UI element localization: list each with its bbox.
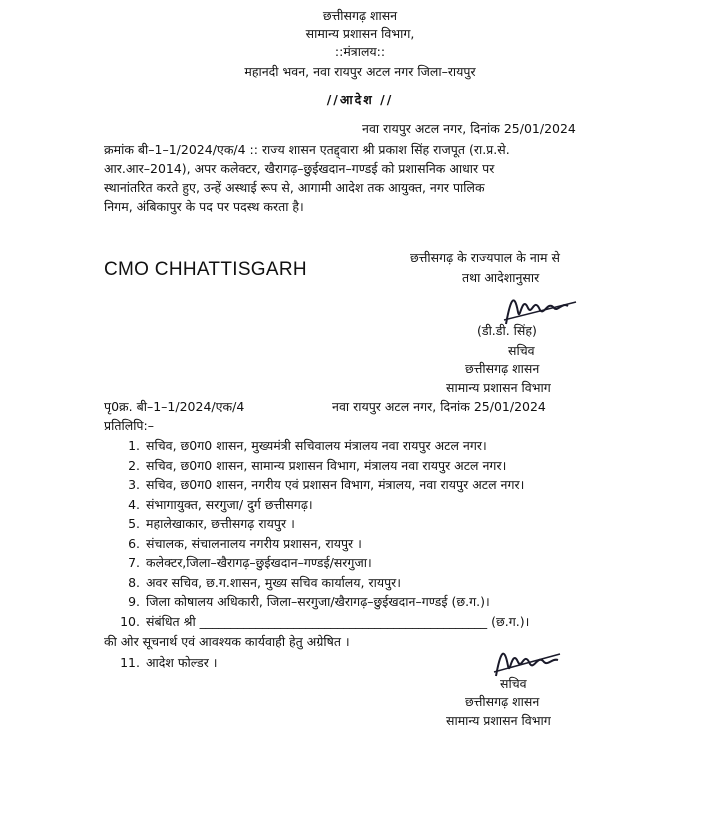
list-item: 10. संबंधित श्री ______________________________________________ (छ.ग.)। (120, 613, 530, 629)
order-paragraph-line: निगम, अंबिकापुर के पद पर पदस्थ करता है। (104, 199, 304, 214)
signature1-dept2: सामान्य प्रशासन विभाग (446, 380, 551, 395)
copy-label: प्रतिलिपि:– (104, 418, 154, 433)
signature2-designation: सचिव (500, 676, 527, 691)
endorsement-number: पृ0क्र. बी–1–1/2024/एक/4 (104, 399, 245, 414)
list-item: 6. संचालक, संचालनालय नगरीय प्रशासन, रायपुर । (128, 535, 362, 551)
order-place-date: नवा रायपुर अटल नगर, दिनांक 25/01/2024 (362, 121, 576, 136)
list-item: 9. जिला कोषालय अधिकारी, जिला–सरगुजा/खैरागढ़–छुईखदान–गण्डई (छ.ग.)। (128, 594, 490, 609)
signature1-name: (डी.डी. सिंह) (477, 323, 537, 338)
signature1-line2: तथा आदेशानुसार (462, 270, 540, 285)
signature2-dept1: छत्तीसगढ़ शासन (465, 694, 540, 709)
header-address: महानदी भवन, नवा रायपुर अटल नगर जिला–रायपुर (244, 64, 476, 79)
order-paragraph (104, 140, 644, 216)
order-title: //आदेश // (326, 92, 394, 107)
endorsement-place-date: नवा रायपुर अटल नगर, दिनांक 25/01/2024 (332, 399, 546, 414)
list-item: 8. अवर सचिव, छ.ग.शासन, मुख्य सचिव कार्यालय, रायपुर। (128, 574, 402, 590)
list-item: 7. कलेक्टर,जिला–खैरागढ़–छुईखदान–गण्डई/सरगुजा। (128, 555, 372, 570)
list-item: 2. सचिव, छ0ग0 शासन, सामान्य प्रशासन विभाग, मंत्रालय नवा रायपुर अटल नगर। (128, 457, 507, 473)
list-item: 1. सचिव, छ0ग0 शासन, मुख्यमंत्री सचिवालय मंत्रालय नवा रायपुर अटल नगर। (128, 438, 487, 453)
copy-list (104, 436, 529, 631)
signature1-designation: सचिव (508, 343, 535, 358)
header-ministry: ::मंत्रालय:: (334, 44, 386, 59)
signature1-line1: छत्तीसगढ़ के राज्यपाल के नाम से (410, 250, 560, 265)
list-item: 4. संभागायुक्त, सरगुजा/ दुर्ग छत्तीसगढ़। (128, 496, 313, 512)
order-paragraph-line: स्थानांतरित करते हुए, उन्हें अस्थाई रूप से, आगामी आदेश तक आयुक्त, नगर पालिक (104, 180, 485, 195)
closing-line: की ओर सूचनार्थ एवं आवश्यक कार्यवाही हेतु अग्रेषित । (104, 634, 350, 649)
list-item: 5. महालेखाकार, छत्तीसगढ़ रायपुर । (128, 516, 295, 531)
signature1-dept1: छत्तीसगढ़ शासन (465, 361, 540, 376)
signature2-dept2: सामान्य प्रशासन विभाग (446, 713, 551, 728)
list-item: 3. सचिव, छ0ग0 शासन, नगरीय एवं प्रशासन विभाग, मंत्रालय, नवा रायपुर अटल नगर। (128, 477, 525, 492)
header-government: छत्तीसगढ़ शासन (322, 8, 398, 23)
order-paragraph-line: क्रमांक बी–1–1/2024/एक/4 :: राज्य शासन एतद्द्वारा श्री प्रकाश सिंह राजपूत (रा.प्र.से. (104, 142, 510, 157)
watermark-text: CMO CHHATTISGARH (104, 259, 307, 280)
list-item-11: 11. आदेश फोल्डर । (120, 655, 218, 670)
order-paragraph-line: आर.आर–2014), अपर कलेक्टर, खैरागढ़–छुईखदान–गण्डई को प्रशासनिक आधार पर (104, 161, 495, 176)
header-department: सामान्य प्रशासन विभाग, (305, 26, 415, 41)
